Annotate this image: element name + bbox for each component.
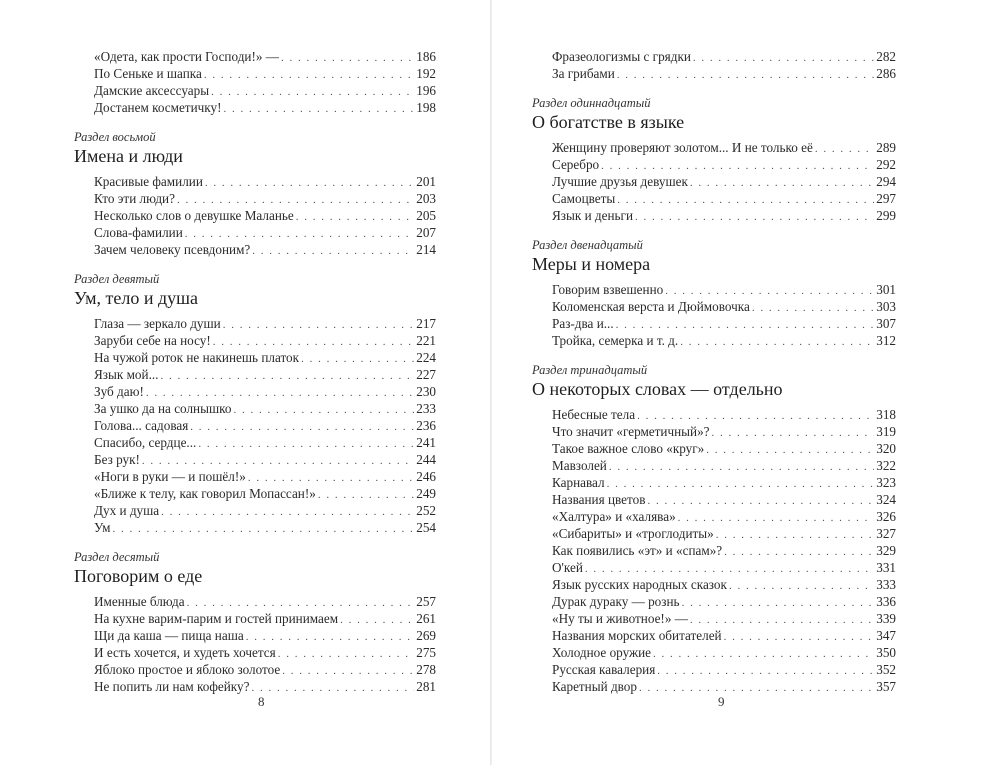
dot-leader	[647, 493, 874, 510]
toc-entry-title: На кухне варим-парим и гостей принимаем	[94, 611, 339, 626]
toc-entry-page: 326	[876, 509, 896, 524]
toc-entry-page: 322	[876, 458, 896, 473]
toc-entry	[552, 678, 896, 695]
section-label: Раздел восьмой	[74, 130, 156, 144]
toc-entry	[94, 644, 436, 661]
toc-entry-page: 333	[876, 577, 896, 592]
toc-entry-title: Дух и душа	[94, 503, 160, 518]
dot-leader	[815, 141, 874, 158]
toc-entry	[552, 139, 896, 156]
toc-entry	[94, 434, 436, 451]
toc-entry	[94, 332, 436, 349]
toc-entry	[94, 678, 436, 695]
toc-section	[532, 95, 896, 224]
toc-section	[74, 549, 436, 695]
dot-leader	[223, 101, 414, 118]
toc-entry	[552, 406, 896, 423]
toc-entry-page: 257	[416, 594, 436, 609]
toc-entry-page: 282	[876, 49, 896, 64]
toc-entry-page: 347	[876, 628, 896, 643]
toc-entry	[94, 519, 436, 536]
toc-entry-title: Названия цветов	[552, 492, 646, 507]
toc-entry-page: 241	[416, 435, 436, 450]
toc-entry-page: 244	[416, 452, 436, 467]
toc-entry	[552, 661, 896, 678]
toc-entry-title: Коломенская верста и Дюймовочка	[552, 299, 750, 314]
toc-entry-title: Мавзолей	[552, 458, 607, 473]
dot-leader	[281, 50, 414, 67]
toc-entry	[94, 468, 436, 485]
toc-entry-title: Дамские аксессуары	[94, 83, 210, 98]
toc-entry-title: Женщину проверяют золотом... И не только её	[552, 140, 813, 155]
toc-entry	[94, 451, 436, 468]
toc-entry-title: Заруби себе на носу!	[94, 333, 211, 348]
toc-entry-title: Русская кавалерия	[552, 662, 656, 677]
toc-entry	[552, 559, 896, 576]
toc-entry-title: Зуб даю!	[94, 384, 144, 399]
dot-leader	[639, 680, 874, 697]
toc-entry	[94, 593, 436, 610]
toc-entry	[94, 207, 436, 224]
toc-entry-title: Небесные тела	[552, 407, 636, 422]
toc-entry-title: Спасибо, сердце...	[94, 435, 197, 450]
dot-leader	[716, 527, 874, 544]
toc-entry	[94, 610, 436, 627]
dot-leader	[729, 578, 874, 595]
toc-entry-page: 246	[416, 469, 436, 484]
toc-entry-title: Фразеологизмы с грядки	[552, 49, 691, 64]
toc-entry-page: 227	[416, 367, 436, 382]
toc-entry	[94, 241, 436, 258]
toc-entry	[94, 190, 436, 207]
toc-entry-title: Голова... садовая	[94, 418, 189, 433]
toc-entry-title: Язык и деньги	[552, 208, 634, 223]
toc-entry	[552, 508, 896, 525]
toc-entry-page: 294	[876, 174, 896, 189]
toc-entry-page: 312	[876, 333, 896, 348]
toc-entry	[552, 423, 896, 440]
page-number-right: 9	[718, 694, 725, 709]
toc-entry-page: 261	[416, 611, 436, 626]
dot-leader	[252, 243, 414, 260]
dot-leader	[211, 84, 414, 101]
toc-entry-title: Лучшие друзья девушек	[552, 174, 688, 189]
toc-entry-title: Без рук!	[94, 452, 140, 467]
dot-leader	[161, 504, 414, 521]
toc-entry-page: 192	[416, 66, 436, 81]
toc-entry-title: Дурак дураку — рознь	[552, 594, 680, 609]
toc-entry-page: 254	[416, 520, 436, 535]
section-label: Раздел тринадцатый	[532, 363, 648, 377]
toc-entry-page: 307	[876, 316, 896, 331]
toc-entry-page: 221	[416, 333, 436, 348]
toc-entry-page: 217	[416, 316, 436, 331]
toc-entry-title: Несколько слов о девушке Маланье	[94, 208, 294, 223]
toc-entry-page: 357	[876, 679, 896, 694]
dot-leader	[282, 663, 414, 680]
toc-entry-page: 339	[876, 611, 896, 626]
dot-leader	[724, 629, 875, 646]
toc-entry-page: 299	[876, 208, 896, 223]
toc-entry-page: 233	[416, 401, 436, 416]
toc-entry-title: Говорим взвешенно	[552, 282, 664, 297]
toc-section	[532, 237, 896, 349]
toc-entry	[552, 173, 896, 190]
toc-entry-page: 319	[876, 424, 896, 439]
toc-entry-page: 214	[416, 242, 436, 257]
dot-leader	[205, 175, 414, 192]
toc-entry-page: 224	[416, 350, 436, 365]
toc-entry	[552, 457, 896, 474]
toc-entry	[552, 491, 896, 508]
toc-entry	[94, 366, 436, 383]
toc-entry-page: 278	[416, 662, 436, 677]
toc-entry-page: 303	[876, 299, 896, 314]
toc-entry	[94, 349, 436, 366]
toc-entry-page: 336	[876, 594, 896, 609]
toc-entry-title: Слова-фамилии	[94, 225, 183, 240]
toc-entry-title: «Ближе к телу, как говорил Мопассан!»	[94, 486, 316, 501]
toc-entry-page: 236	[416, 418, 436, 433]
toc-entry-title: Каретный двор	[552, 679, 637, 694]
dot-leader	[301, 351, 414, 368]
toc-entry-title: «Халтура» и «халява»	[552, 509, 676, 524]
dot-leader	[223, 317, 414, 334]
toc-entry-title: О'кей	[552, 560, 583, 575]
toc-entry	[94, 383, 436, 400]
toc-entry	[552, 542, 896, 559]
dot-leader	[160, 368, 414, 385]
toc-entry	[94, 65, 436, 82]
toc-entry	[94, 661, 436, 678]
toc-entry-page: 196	[416, 83, 436, 98]
toc-entry-title: Серебро	[552, 157, 600, 172]
section-title: Меры и номера	[532, 254, 651, 274]
toc-entry-page: 207	[416, 225, 436, 240]
toc-entry	[94, 82, 436, 99]
toc-entry	[552, 156, 896, 173]
toc-entry-title: Как появились «эт» и «спам»?	[552, 543, 723, 558]
left-page	[0, 0, 490, 765]
toc-entry-title: Язык мой...	[94, 367, 159, 382]
toc-entry-title: Что значит «герметичный»?	[552, 424, 710, 439]
toc-entry-title: Такое важное слово «круг»	[552, 441, 705, 456]
toc-entry-page: 331	[876, 560, 896, 575]
toc-entry-page: 324	[876, 492, 896, 507]
toc-entry-page: 198	[416, 100, 436, 115]
section-title: О богатстве в языке	[532, 112, 685, 132]
toc-entry-title: Раз-два и...	[552, 316, 614, 331]
toc-entry	[94, 502, 436, 519]
toc-entry-title: Самоцветы	[552, 191, 616, 206]
section-label: Раздел одиннадцатый	[532, 96, 651, 110]
section-label: Раздел девятый	[74, 272, 160, 286]
toc-section	[74, 129, 436, 258]
dot-leader	[204, 67, 414, 84]
dot-leader	[190, 419, 414, 436]
toc-entry-page: 329	[876, 543, 896, 558]
toc-entry	[552, 48, 896, 65]
page-number-left: 8	[258, 694, 265, 709]
dot-leader	[635, 209, 874, 226]
section-title: О некоторых словах — отдельно	[532, 379, 783, 399]
dot-leader	[607, 476, 875, 493]
toc-entry	[552, 298, 896, 315]
toc-entry-page: 269	[416, 628, 436, 643]
dot-leader	[318, 487, 414, 504]
toc-entry	[552, 190, 896, 207]
toc-entry-page: 252	[416, 503, 436, 518]
toc-entry-page: 301	[876, 282, 896, 297]
toc-entry-title: Глаза — зеркало души	[94, 316, 221, 331]
toc-entry-title: Язык русских народных сказок	[552, 577, 727, 592]
toc-entry	[94, 224, 436, 241]
toc-entry-page: 249	[416, 486, 436, 501]
dot-leader	[693, 50, 874, 67]
dot-leader	[752, 300, 874, 317]
toc-entry	[94, 48, 436, 65]
dot-leader	[690, 175, 874, 192]
section-title: Имена и люди	[74, 146, 183, 166]
toc-entry	[94, 627, 436, 644]
toc-entry	[94, 417, 436, 434]
section-title: Поговорим о еде	[74, 566, 203, 586]
toc-entry	[552, 315, 896, 332]
dot-leader	[724, 544, 874, 561]
toc-entry	[552, 281, 896, 298]
dot-leader	[653, 646, 874, 663]
toc-entry	[94, 173, 436, 190]
toc-entry-title: На чужой роток не накинешь платок	[94, 350, 300, 365]
toc-entry-page: 230	[416, 384, 436, 399]
toc-entry-title: Зачем человеку псевдоним?	[94, 242, 251, 257]
toc-entry-title: Тройка, семерка и т. д.	[552, 333, 679, 348]
right-toc-column	[532, 48, 896, 695]
right-page	[492, 0, 985, 765]
toc-entry-page: 286	[876, 66, 896, 81]
toc-entry-title: Карнавал	[552, 475, 605, 490]
toc-entry-title: «Ну ты и животное!» —	[552, 611, 688, 626]
dot-leader	[682, 595, 875, 612]
toc-entry-page: 205	[416, 208, 436, 223]
toc-entry-page: 323	[876, 475, 896, 490]
toc-entry	[552, 593, 896, 610]
toc-entry-title: Холодное оружие	[552, 645, 652, 660]
toc-section	[74, 271, 436, 536]
toc-entry	[552, 627, 896, 644]
toc-entry-title: «Сибариты» и «троглодиты»	[552, 526, 714, 541]
dot-leader	[706, 442, 874, 459]
toc-entry-title: За ушко да на солнышко	[94, 401, 232, 416]
toc-entry-page: 297	[876, 191, 896, 206]
toc-entry-title: Не попить ли нам кофейку?	[94, 679, 250, 694]
dot-leader	[296, 209, 414, 226]
toc-entry-title: За грибами	[552, 66, 615, 81]
section-label: Раздел двенадцатый	[532, 238, 643, 252]
dot-leader	[712, 425, 875, 442]
dot-leader	[233, 402, 414, 419]
toc-entry-page: 292	[876, 157, 896, 172]
dot-leader	[657, 663, 874, 680]
toc-section	[532, 362, 896, 695]
toc-entry-page: 201	[416, 174, 436, 189]
toc-entry	[552, 332, 896, 349]
toc-entry-page: 350	[876, 645, 896, 660]
toc-entry-page: 281	[416, 679, 436, 694]
toc-entry-title: Красивые фамилии	[94, 174, 203, 189]
dot-leader	[198, 436, 414, 453]
toc-entry-title: Достанем косметичку!	[94, 100, 222, 115]
toc-entry-page: 352	[876, 662, 896, 677]
toc-entry-page: 320	[876, 441, 896, 456]
dot-leader	[617, 67, 874, 84]
toc-entry	[552, 440, 896, 457]
toc-entry-title: Яблоко простое и яблоко золотое	[94, 662, 281, 677]
dot-leader	[609, 459, 874, 476]
toc-entry	[552, 207, 896, 224]
toc-entry	[94, 99, 436, 116]
toc-entry	[552, 474, 896, 491]
toc-entry-title: Ум	[94, 520, 111, 535]
toc-entry	[94, 400, 436, 417]
toc-entry-title: Именные блюда	[94, 594, 185, 609]
toc-entry-title: По Сеньке и шапка	[94, 66, 202, 81]
dot-leader	[113, 521, 415, 538]
toc-entry-title: Кто эти люди?	[94, 191, 175, 206]
section-label: Раздел десятый	[74, 550, 160, 564]
dot-leader	[680, 334, 874, 351]
toc-entry	[552, 644, 896, 661]
toc-entry	[552, 65, 896, 82]
toc-entry	[552, 525, 896, 542]
toc-entry-title: Щи да каша — пища наша	[94, 628, 244, 643]
toc-entry-title: «Одета, как прости Господи!» —	[94, 49, 279, 64]
toc-entry-title: «Ноги в руки — и пошёл!»	[94, 469, 246, 484]
toc-entry-title: Названия морских обитателей	[552, 628, 722, 643]
dot-leader	[340, 612, 414, 629]
toc-entry-page: 318	[876, 407, 896, 422]
toc-entry	[94, 485, 436, 502]
toc-entry-page: 203	[416, 191, 436, 206]
toc-entry-page: 186	[416, 49, 436, 64]
dot-leader	[278, 646, 415, 663]
section-title: Ум, тело и душа	[74, 288, 199, 308]
toc-entry	[94, 315, 436, 332]
left-toc-column	[74, 48, 436, 695]
toc-entry	[552, 610, 896, 627]
dot-leader	[251, 680, 414, 697]
toc-entry-page: 275	[416, 645, 436, 660]
toc-entry-page: 289	[876, 140, 896, 155]
toc-entry-page: 327	[876, 526, 896, 541]
dot-leader	[617, 192, 874, 209]
toc-entry-title: И есть хочется, и худеть хочется	[94, 645, 276, 660]
toc-entry	[552, 576, 896, 593]
